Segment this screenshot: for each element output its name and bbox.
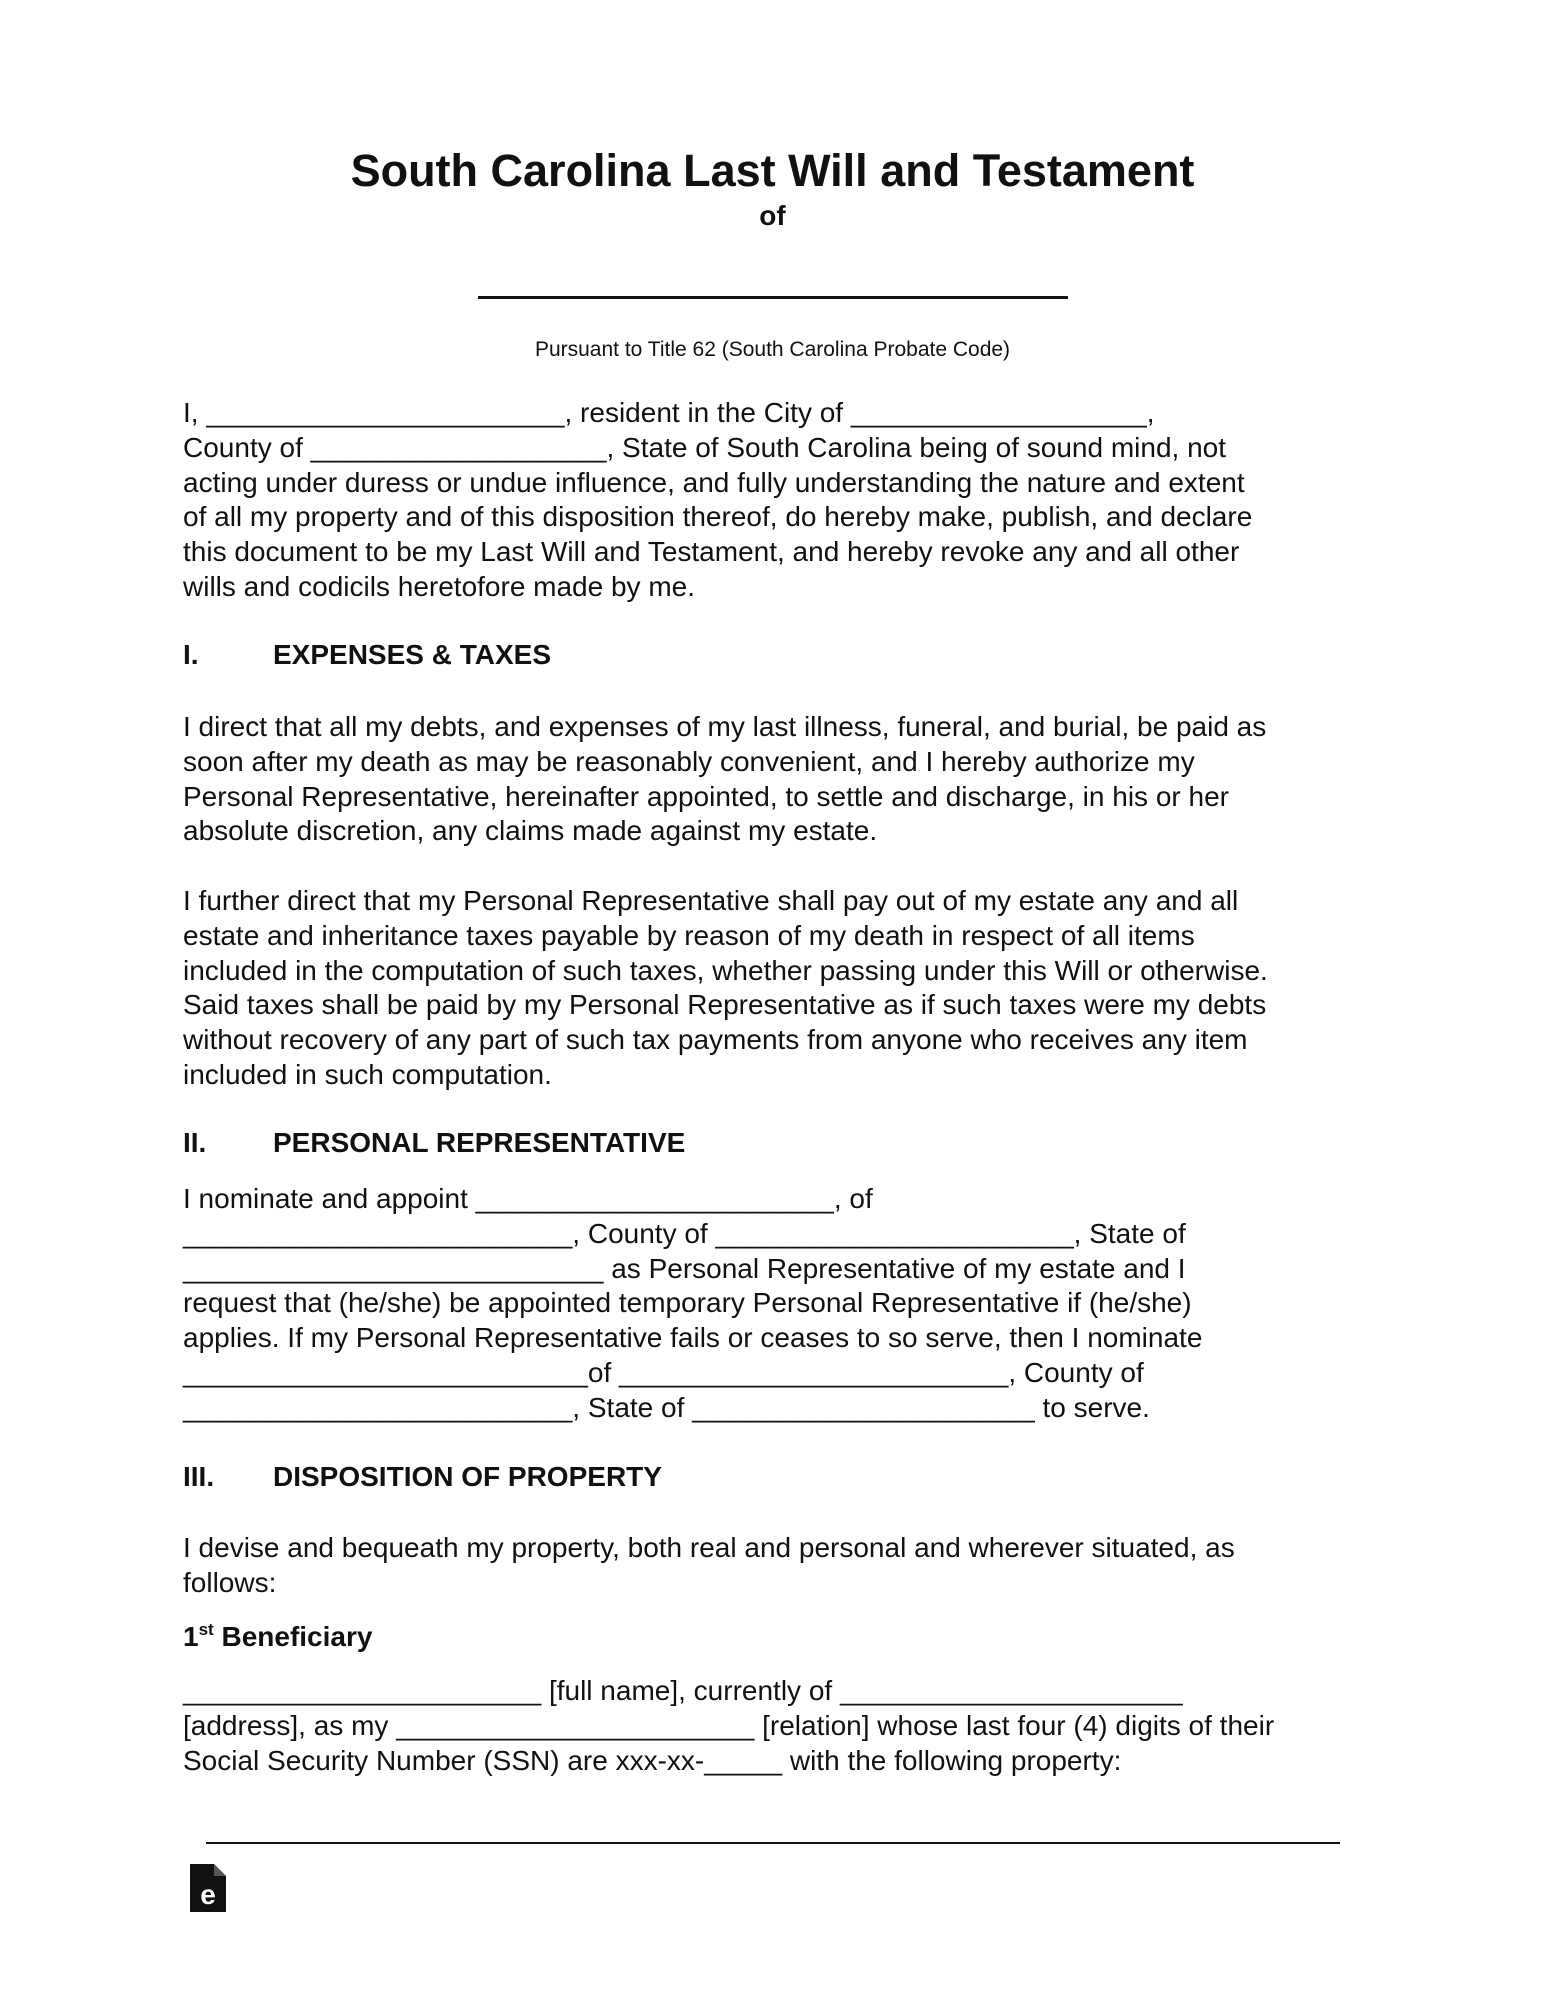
document-title: South Carolina Last Will and Testament bbox=[350, 145, 1195, 196]
paragraph-line: applies. If my Personal Representative fails or ceases to so serve, then I nominate bbox=[183, 1322, 1203, 1354]
section-heading-disposition-of-property bbox=[183, 1460, 662, 1494]
paragraph-line: _______________________ [full name], currently of ______________________ bbox=[183, 1675, 1183, 1706]
intro-line: I, _______________________, resident in the City of ___________________, bbox=[183, 397, 1155, 428]
intro-line: acting under duress or undue influence, and fully understanding the nature and extent bbox=[183, 466, 1245, 498]
paragraph-line: _________________________, State of ______________________ to serve. bbox=[183, 1391, 1150, 1423]
eforms-logo-icon bbox=[190, 1864, 226, 1912]
document-subtitle-of: of bbox=[759, 200, 786, 231]
section-title: EXPENSES & TAXES bbox=[273, 639, 552, 670]
personal-representative-paragraph bbox=[183, 1182, 1383, 1426]
paragraph-line: Said taxes shall be paid by my Personal Representative as if such taxes were my debts bbox=[183, 989, 1267, 1021]
beneficiary-ordinal-suffix: st bbox=[198, 1620, 214, 1639]
testator-name-blank-line[interactable] bbox=[478, 296, 1068, 299]
section-heading-expenses-taxes bbox=[183, 638, 551, 672]
paragraph-line: Personal Representative, hereinafter appointed, to settle and discharge, in his or her bbox=[183, 780, 1229, 812]
paragraph-line: ___________________________ as Personal Representative of my estate and I bbox=[183, 1252, 1186, 1284]
section-title: DISPOSITION OF PROPERTY bbox=[273, 1461, 662, 1492]
paragraph-line: [address], as my _______________________ [relation] whose last four (4) digits of their bbox=[183, 1709, 1275, 1741]
svg-text:e: e bbox=[200, 1879, 216, 1910]
intro-line: this document to be my Last Will and Testament, and hereby revoke any and all other bbox=[183, 536, 1240, 568]
paragraph-line: _________________________, County of _______________________, State of bbox=[183, 1217, 1186, 1249]
expenses-paragraph-2 bbox=[183, 884, 1383, 1093]
pursuant-statute-note: Pursuant to Title 62 (South Carolina Probate Code) bbox=[534, 338, 1011, 361]
paragraph-line: absolute discretion, any claims made against my estate. bbox=[183, 815, 878, 847]
intro-line: of all my property and of this disposition thereof, do hereby make, publish, and declare bbox=[183, 501, 1253, 533]
section-number: I. bbox=[183, 639, 199, 670]
paragraph-line: I direct that all my debts, and expenses of my last illness, funeral, and burial, be paid as bbox=[183, 711, 1267, 742]
beneficiary-label: Beneficiary bbox=[221, 1621, 373, 1652]
paragraph-line: Social Security Number (SSN) are xxx-xx-_____ with the following property: bbox=[183, 1744, 1122, 1776]
section-number: III. bbox=[183, 1461, 215, 1492]
paragraph-line: __________________________of _________________________, County of bbox=[183, 1356, 1144, 1388]
intro-paragraph bbox=[183, 396, 1383, 605]
footer-divider bbox=[206, 1842, 1340, 1844]
paragraph-line: estate and inheritance taxes payable by reason of my death in respect of all items bbox=[183, 919, 1195, 951]
disposition-intro-paragraph bbox=[183, 1531, 1383, 1601]
expenses-paragraph-1 bbox=[183, 710, 1383, 849]
paragraph-line: included in the computation of such taxes, whether passing under this Will or otherwise. bbox=[183, 954, 1268, 986]
beneficiary-subheading bbox=[183, 1620, 372, 1654]
section-title: PERSONAL REPRESENTATIVE bbox=[273, 1127, 686, 1158]
paragraph-line: included in such computation. bbox=[183, 1058, 552, 1090]
paragraph-line: request that (he/she) be appointed temporary Personal Representative if (he/she) bbox=[183, 1287, 1192, 1319]
beneficiary-number: 1 bbox=[183, 1621, 199, 1652]
paragraph-line: I nominate and appoint _______________________, of bbox=[183, 1183, 873, 1214]
beneficiary-paragraph bbox=[183, 1674, 1383, 1778]
paragraph-line: I devise and bequeath my property, both real and personal and wherever situated, as bbox=[183, 1532, 1235, 1563]
paragraph-line: without recovery of any part of such tax payments from anyone who receives any item bbox=[183, 1024, 1248, 1056]
intro-line: wills and codicils heretofore made by me. bbox=[183, 570, 696, 602]
section-heading-personal-representative bbox=[183, 1126, 685, 1160]
paragraph-line: I further direct that my Personal Representative shall pay out of my estate any and all bbox=[183, 885, 1239, 916]
paragraph-line: soon after my death as may be reasonably convenient, and I hereby authorize my bbox=[183, 745, 1195, 777]
intro-line: County of ___________________, State of South Carolina being of sound mind, not bbox=[183, 431, 1227, 463]
paragraph-line: follows: bbox=[183, 1566, 277, 1598]
section-number: II. bbox=[183, 1127, 207, 1158]
